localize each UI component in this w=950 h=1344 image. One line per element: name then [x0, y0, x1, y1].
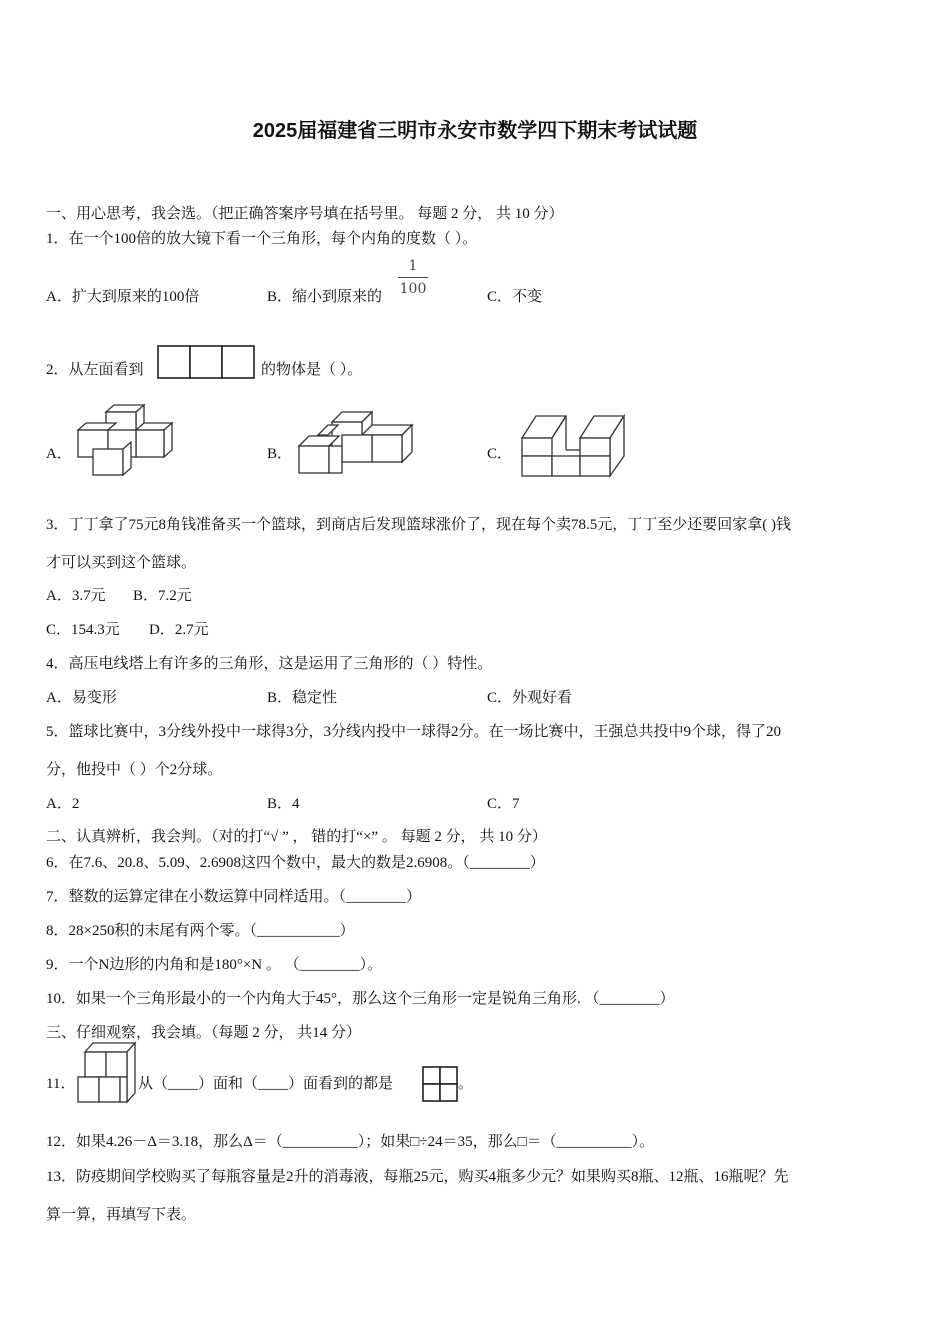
q2-cube-figure-a: [76, 402, 176, 477]
q3-line1: 3．丁丁拿了75元8角钱准备买一个篮球，到商店后发现篮球涨价了，现在每个卖78.5元，丁丁至少还要回家拿( )钱: [46, 517, 791, 533]
q4-text: 4．高压电线塔上有许多的三角形，这是运用了三角形的（ ）特性。: [46, 656, 493, 672]
q4-option-b: B．稳定性: [267, 690, 338, 706]
q3-option-b: B．7.2元: [133, 588, 192, 604]
q11-text-end: 。: [458, 1076, 474, 1092]
q7-text: 7．整数的运算定律在小数运算中同样适用。（________）: [46, 889, 422, 905]
page-title: 2025届福建省三明市永安市数学四下期末考试试题: [252, 120, 698, 142]
fraction-numerator: 1: [408, 258, 418, 274]
section1-heading: 一、用心思考，我会选。（把正确答案序号填在括号里。 每题 2 分， 共 10 分）: [46, 206, 564, 222]
q5-option-a: A．2: [46, 796, 80, 812]
q1-option-c: C．不变: [487, 289, 543, 305]
q1-option-a: A．扩大到原来的100倍: [46, 289, 200, 305]
q1-option-b: B．缩小到原来的: [267, 289, 383, 305]
q4-option-a: A．易变形: [46, 690, 117, 706]
q5-option-c: C．7: [487, 796, 520, 812]
q2-option-b: B．: [267, 446, 293, 462]
q3-line2: 才可以买到这个篮球。: [46, 555, 197, 571]
section3-heading: 三、仔细观察，我会填。（每题 2 分， 共14 分）: [46, 1025, 362, 1041]
q5-line2: 分，他投中（ ）个2分球。: [46, 762, 223, 778]
q2-text-pre: 2．从左面看到: [46, 362, 144, 378]
q3-option-a: A．3.7元: [46, 588, 106, 604]
q2-option-a: A．: [46, 446, 72, 462]
q3-option-d: D．2.7元: [149, 622, 209, 638]
q13-line2: 算一算，再填写下表。: [46, 1207, 197, 1223]
q2-cube-figure-b: [296, 410, 418, 476]
q3-option-c: C．154.3元: [46, 622, 120, 638]
q11-number: 11．: [46, 1076, 76, 1092]
q5-option-b: B．4: [267, 796, 300, 812]
q2-option-c: C．: [487, 446, 513, 462]
q12-text: 12．如果4.26－Δ＝3.18，那么Δ＝（__________）；如果□÷24＝35，那么□＝（__________）。: [46, 1134, 655, 1150]
q5-line1: 5．篮球比赛中，3分线外投中一球得3分，3分线内投中一球得2分。在一场比赛中，王强总共投中9个球，得了20: [46, 724, 782, 740]
section2-heading: 二、认真辨析，我会判。（对的打“√ ” ， 错的打“×” 。 每题 2 分， 共 10 分）: [46, 829, 547, 845]
q11-view-figure: [422, 1066, 460, 1104]
q2-text-post: 的物体是（ ）。: [261, 362, 363, 378]
fraction-denominator: 100: [399, 281, 427, 297]
q11-text: 从（____）面和（____）面看到的都是: [138, 1076, 394, 1092]
q6-text: 6．在7.6、20.8、5.09、2.6908这四个数中，最大的数是2.6908。（________）: [46, 855, 545, 871]
q1-text: 1．在一个100倍的放大镜下看一个三角形，每个内角的度数（ ）。: [46, 231, 478, 247]
q9-text: 9．一个N边形的内角和是180°×N 。 （________）。: [46, 957, 383, 973]
q13-line1: 13．防疫期间学校购买了每瓶容量是2升的消毒液，每瓶25元，购买4瓶多少元？如果购买8瓶、12瓶、16瓶呢？先: [46, 1169, 789, 1185]
q8-text: 8．28×250积的末尾有两个零。（___________）: [46, 923, 355, 939]
q2-left-view-figure: [157, 345, 257, 379]
q11-cube-figure: [77, 1041, 139, 1105]
q10-text: 10．如果一个三角形最小的一个内角大于45°，那么这个三角形一定是锐角三角形. （________）: [46, 991, 675, 1007]
q1-fraction: [398, 258, 428, 297]
q2-cube-figure-c: [518, 414, 630, 480]
q4-option-c: C．外观好看: [487, 690, 573, 706]
